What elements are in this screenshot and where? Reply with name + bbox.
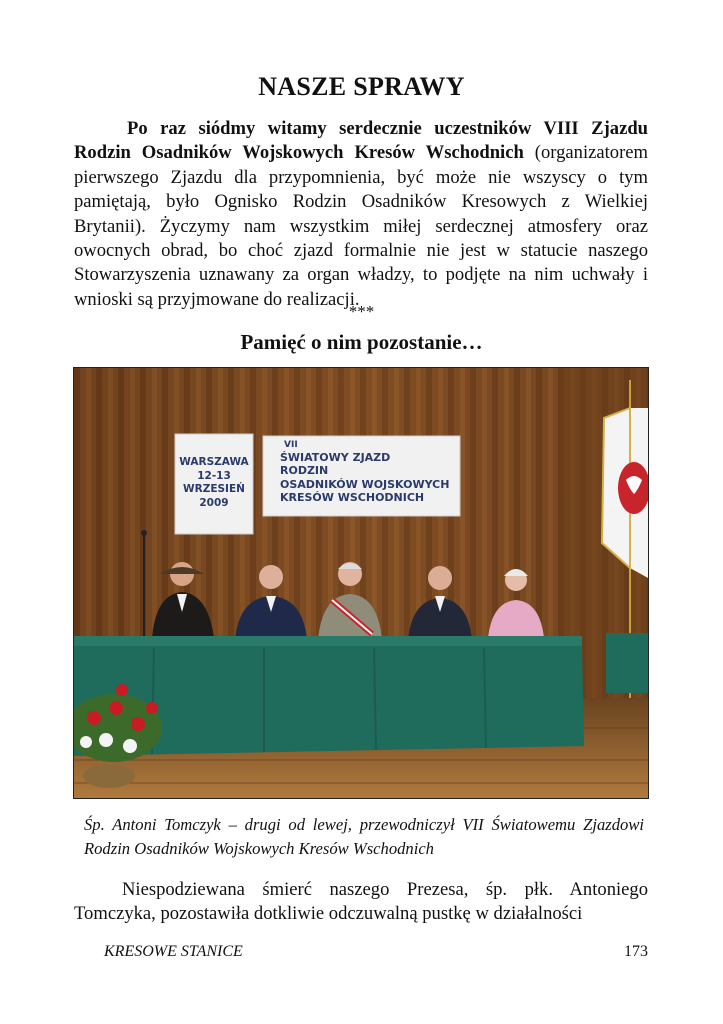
banner-right-line-3: RODZIN — [280, 464, 329, 477]
banner-left-line-2: 12-13 — [197, 470, 231, 482]
section-separator: *** — [348, 302, 375, 321]
page-title: NASZE SPRAWY — [258, 72, 465, 101]
banner-left-line-1: WARSZAWA — [179, 456, 249, 468]
conference-photo — [73, 367, 649, 799]
banner-left-line-3: WRZESIEŃ — [183, 483, 245, 495]
conference-table — [74, 633, 648, 756]
banner-right-line-2: ŚWIATOWY ZJAZD — [280, 451, 391, 464]
banner-right-line-4: OSADNIKÓW WOJSKOWYCH — [280, 478, 450, 491]
publication-title: KRESOWE STANICE — [104, 943, 243, 960]
body-paragraph — [74, 878, 648, 927]
page-number: 173 — [624, 943, 648, 960]
banner-right-line-5: KRESÓW WSCHODNICH — [280, 491, 425, 504]
photo-caption: Śp. Antoni Tomczyk – drugi od lewej, przewodniczył VII Światowemu Zjazdowi Rodzin Osadników Wojskowych Kresów Wschodnich — [84, 815, 644, 858]
event-banner-left — [175, 434, 253, 534]
banner-left-line-4: 2009 — [199, 497, 229, 509]
intro-text: (organizatorem pierwszego Zjazdu dla przypomnienia, być może nie wszyscy o tym pamiętają, było Ognisko Rodzin Osadników Kresowych z Wielkiej Brytanii). Życzymy nam wszystkim miłej serdecznej atmosfery oraz owocnych obrad, bo choć zjazd formalnie nie jest w statucie naszego Stowarzyszenia uznawany za organ władzy, to podjęte na nim uchwały i wnioski są przyjmowane do realizacji. — [74, 142, 648, 310]
body-text: Niespodziewana śmierć naszego Prezesa, śp. płk. Antoniego Tomczyka, pozostawiła dotkliwie odczuwalną pustkę w działalności — [74, 879, 648, 925]
intro-lead: Po raz siódmy witamy serdecznie uczestników VIII Zjazdu Rodzin Osadników Wojskowych Kresów Wschodnich — [74, 118, 648, 164]
banner-right-line-1: VII — [284, 440, 298, 450]
section-title: Pamięć o nim pozostanie… — [240, 330, 483, 354]
event-banner-right — [263, 436, 460, 516]
intro-paragraph — [74, 117, 648, 312]
